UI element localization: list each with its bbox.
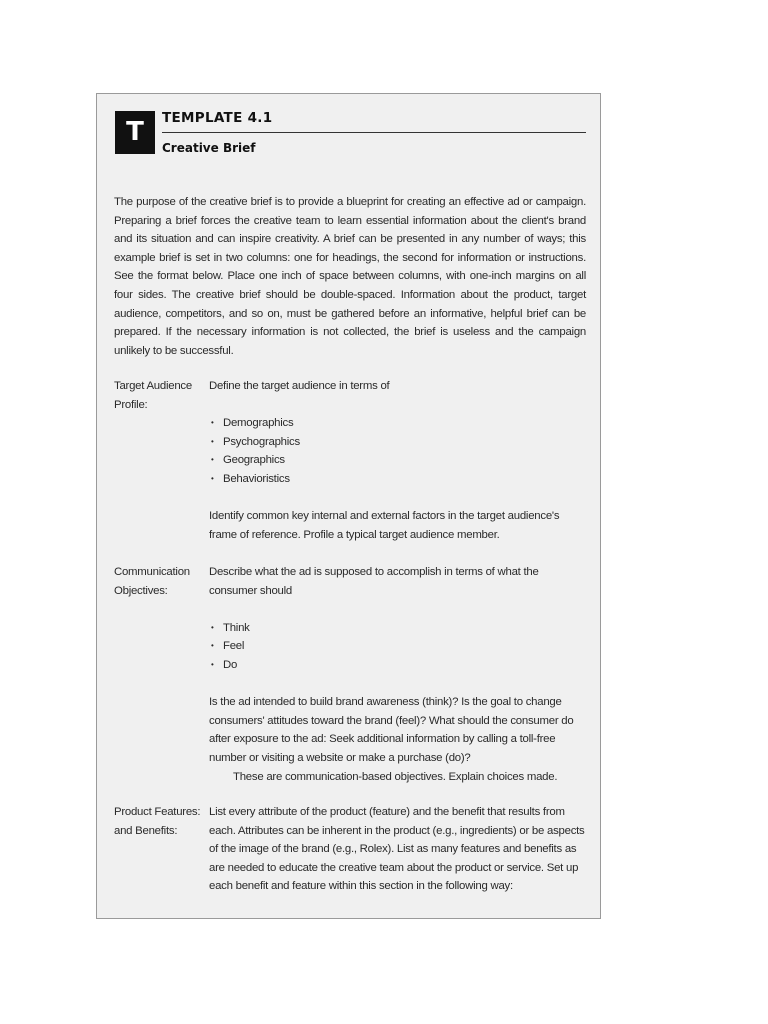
section-label: Product Features: and Benefits: (114, 806, 201, 837)
bullet-item: • Psychographics (209, 433, 586, 452)
template-panel (96, 93, 601, 919)
bullet-item: • Geographics (209, 451, 586, 470)
template-badge: T (115, 111, 155, 154)
section-followup: Identify common key internal and external factors in the target audience's frame of reference. Profile a typical target audience member. (209, 510, 560, 541)
section-lead: Describe what the ad is supposed to accomplish in terms of what the consumer should (209, 566, 539, 597)
bullet-list (209, 414, 586, 488)
section-label: Target Audience Profile: (114, 380, 192, 411)
bullet-item: • Think (209, 619, 586, 638)
section-content (209, 563, 586, 786)
template-title: Creative Brief (162, 141, 256, 155)
intro-paragraph: The purpose of the creative brief is to provide a blueprint for creating an effective ad or campaign. Preparing a brief forces the creative team to learn essential information about the client's brand and its situation and can inspire creativity. A brief can be presented in any number of ways; this example brief is set in two columns: one for headings, the second for information or instructions. See the format below. Place one inch of space between columns, with one-inch margins on all four sides. The creative brief should be double-spaced. Information about the product, target audience, competitors, and so on, must be gathered before an informative, helpful brief can be prepared. If the necessary information is not collected, the brief is useless and the campaign unlikely to be successful. (114, 196, 586, 357)
bullet-item: • Demographics (209, 414, 586, 433)
bullet-item: • Feel (209, 637, 586, 656)
section-content (209, 803, 586, 896)
section-label: Communication Objectives: (114, 566, 190, 597)
bullet-item: • Do (209, 656, 586, 675)
section-note: These are communication-based objectives. Explain choices made. (233, 770, 558, 783)
bullet-item: • Behavioristics (209, 470, 586, 489)
section-followup: Is the ad intended to build brand awareness (think)? Is the goal to change consumers' attitudes toward the brand (feel)? What should the consumer do after exposure to the ad: Seek additional information by calling a toll-free number or visiting a website or make a purchase (do)? (209, 696, 574, 764)
template-number: TEMPLATE 4.1 (162, 110, 273, 126)
title-rule (162, 132, 586, 133)
section-lead: Define the target audience in terms of (209, 380, 390, 392)
section-content (209, 377, 586, 544)
bullet-list (209, 619, 586, 675)
section-lead: List every attribute of the product (feature) and the benefit that results from each. Attributes can be inherent in the product (e.g., ingredients) or be aspects of the image of the brand (e.g., Rolex). List as many features and benefits as are needed to educate the creative team about the product or service. Set up each benefit and feature within this section in the following way: (209, 806, 585, 893)
